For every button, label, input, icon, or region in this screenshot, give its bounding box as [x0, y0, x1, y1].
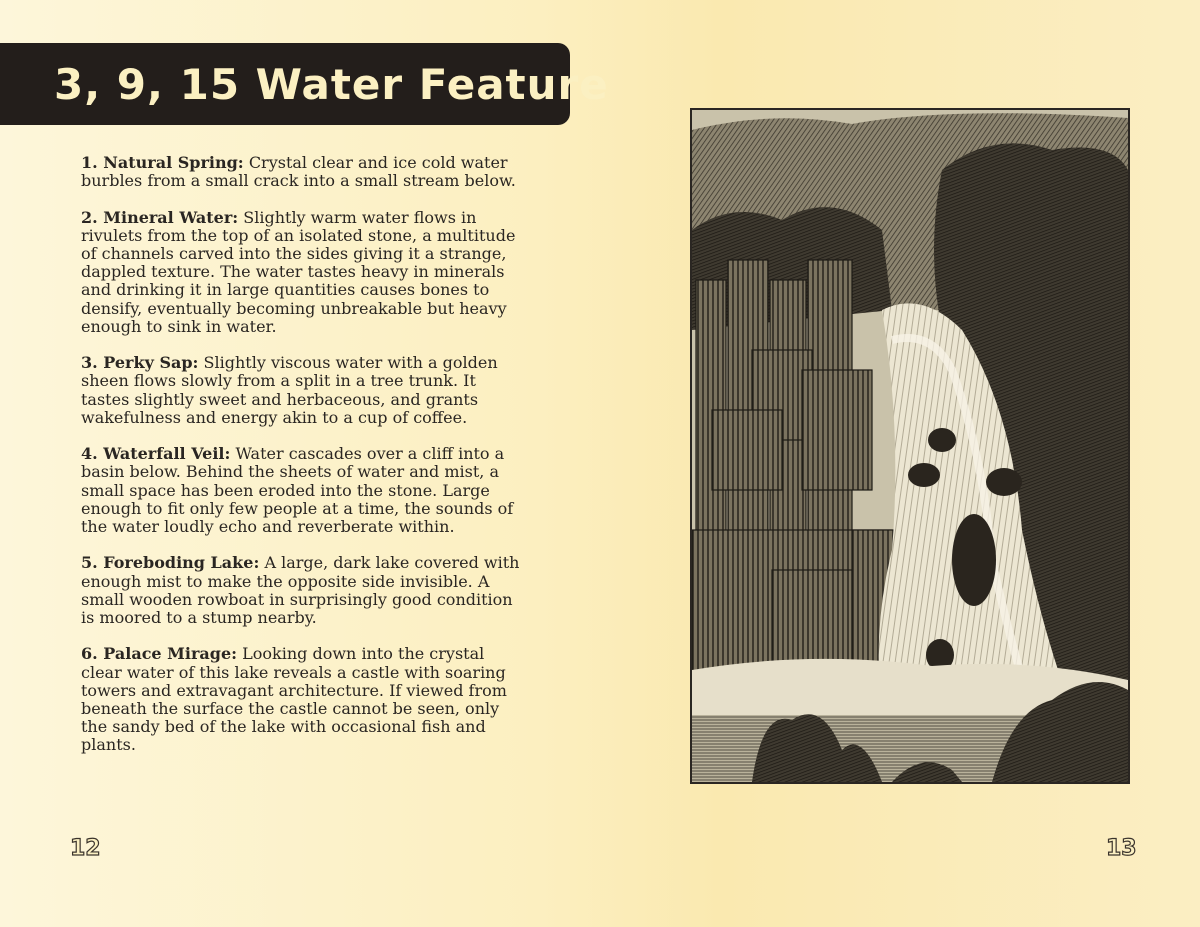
entry-text: Slightly warm water flows in rivulets from the top of an isolated stone, a multitude of channels carved into the sides giving it a strange, dappled texture. The water tastes heavy in minerals and drinking it in large quantities causes bones to densify, eventually becoming unbreakable but heavy enough to sink in water.	[81, 207, 516, 336]
page-title: 3, 9, 15 Water Feature	[54, 60, 609, 109]
entry-label: 2. Mineral Water:	[81, 207, 239, 227]
list-item	[81, 154, 521, 190]
entry-text: Water cascades over a cliff into a basin below. Behind the sheets of water and mist, a small space has been eroded into the stone. Large enough to fit only few people at a time, the sounds of the water loudly echo and reverberate within.	[81, 444, 514, 537]
list-item	[81, 209, 521, 336]
entry-list	[81, 154, 521, 773]
entry-text: Slightly viscous water with a golden sheen flows slowly from a split in a tree trunk. It tastes slightly sweet and herbaceous, and grants wakefulness and energy akin to a cup of coffee.	[81, 353, 498, 427]
entry-text: A large, dark lake covered with enough mist to make the opposite side invisible. A small wooden rowboat in surprisingly good condition is moored to a stump nearby.	[81, 553, 520, 628]
entry-label: 1. Natural Spring:	[81, 153, 244, 172]
page-number-right: 13	[1106, 836, 1137, 861]
entry-text: Looking down into the crystal clear water of this lake reveals a castle with soaring towers and extravagant architecture. If viewed from beneath the surface the castle cannot be seen, only the sandy bed of the lake with occasional fish and plants.	[81, 644, 507, 755]
waterfall-engraving-image	[692, 110, 1128, 782]
list-item	[81, 354, 521, 427]
entry-label: 5. Foreboding Lake:	[81, 553, 260, 573]
entry-label: 3. Perky Sap:	[81, 353, 199, 373]
entry-text: Crystal clear and ice cold water burbles from a small crack into a small stream below.	[81, 153, 516, 191]
title-banner	[0, 43, 609, 125]
list-item	[81, 445, 521, 536]
list-item	[81, 554, 521, 627]
list-item	[81, 645, 521, 754]
entry-label: 4. Waterfall Veil:	[81, 444, 231, 464]
entry-label: 6. Palace Mirage:	[81, 644, 238, 664]
page-number-left: 12	[70, 836, 101, 861]
waterfall-illustration	[690, 108, 1130, 784]
